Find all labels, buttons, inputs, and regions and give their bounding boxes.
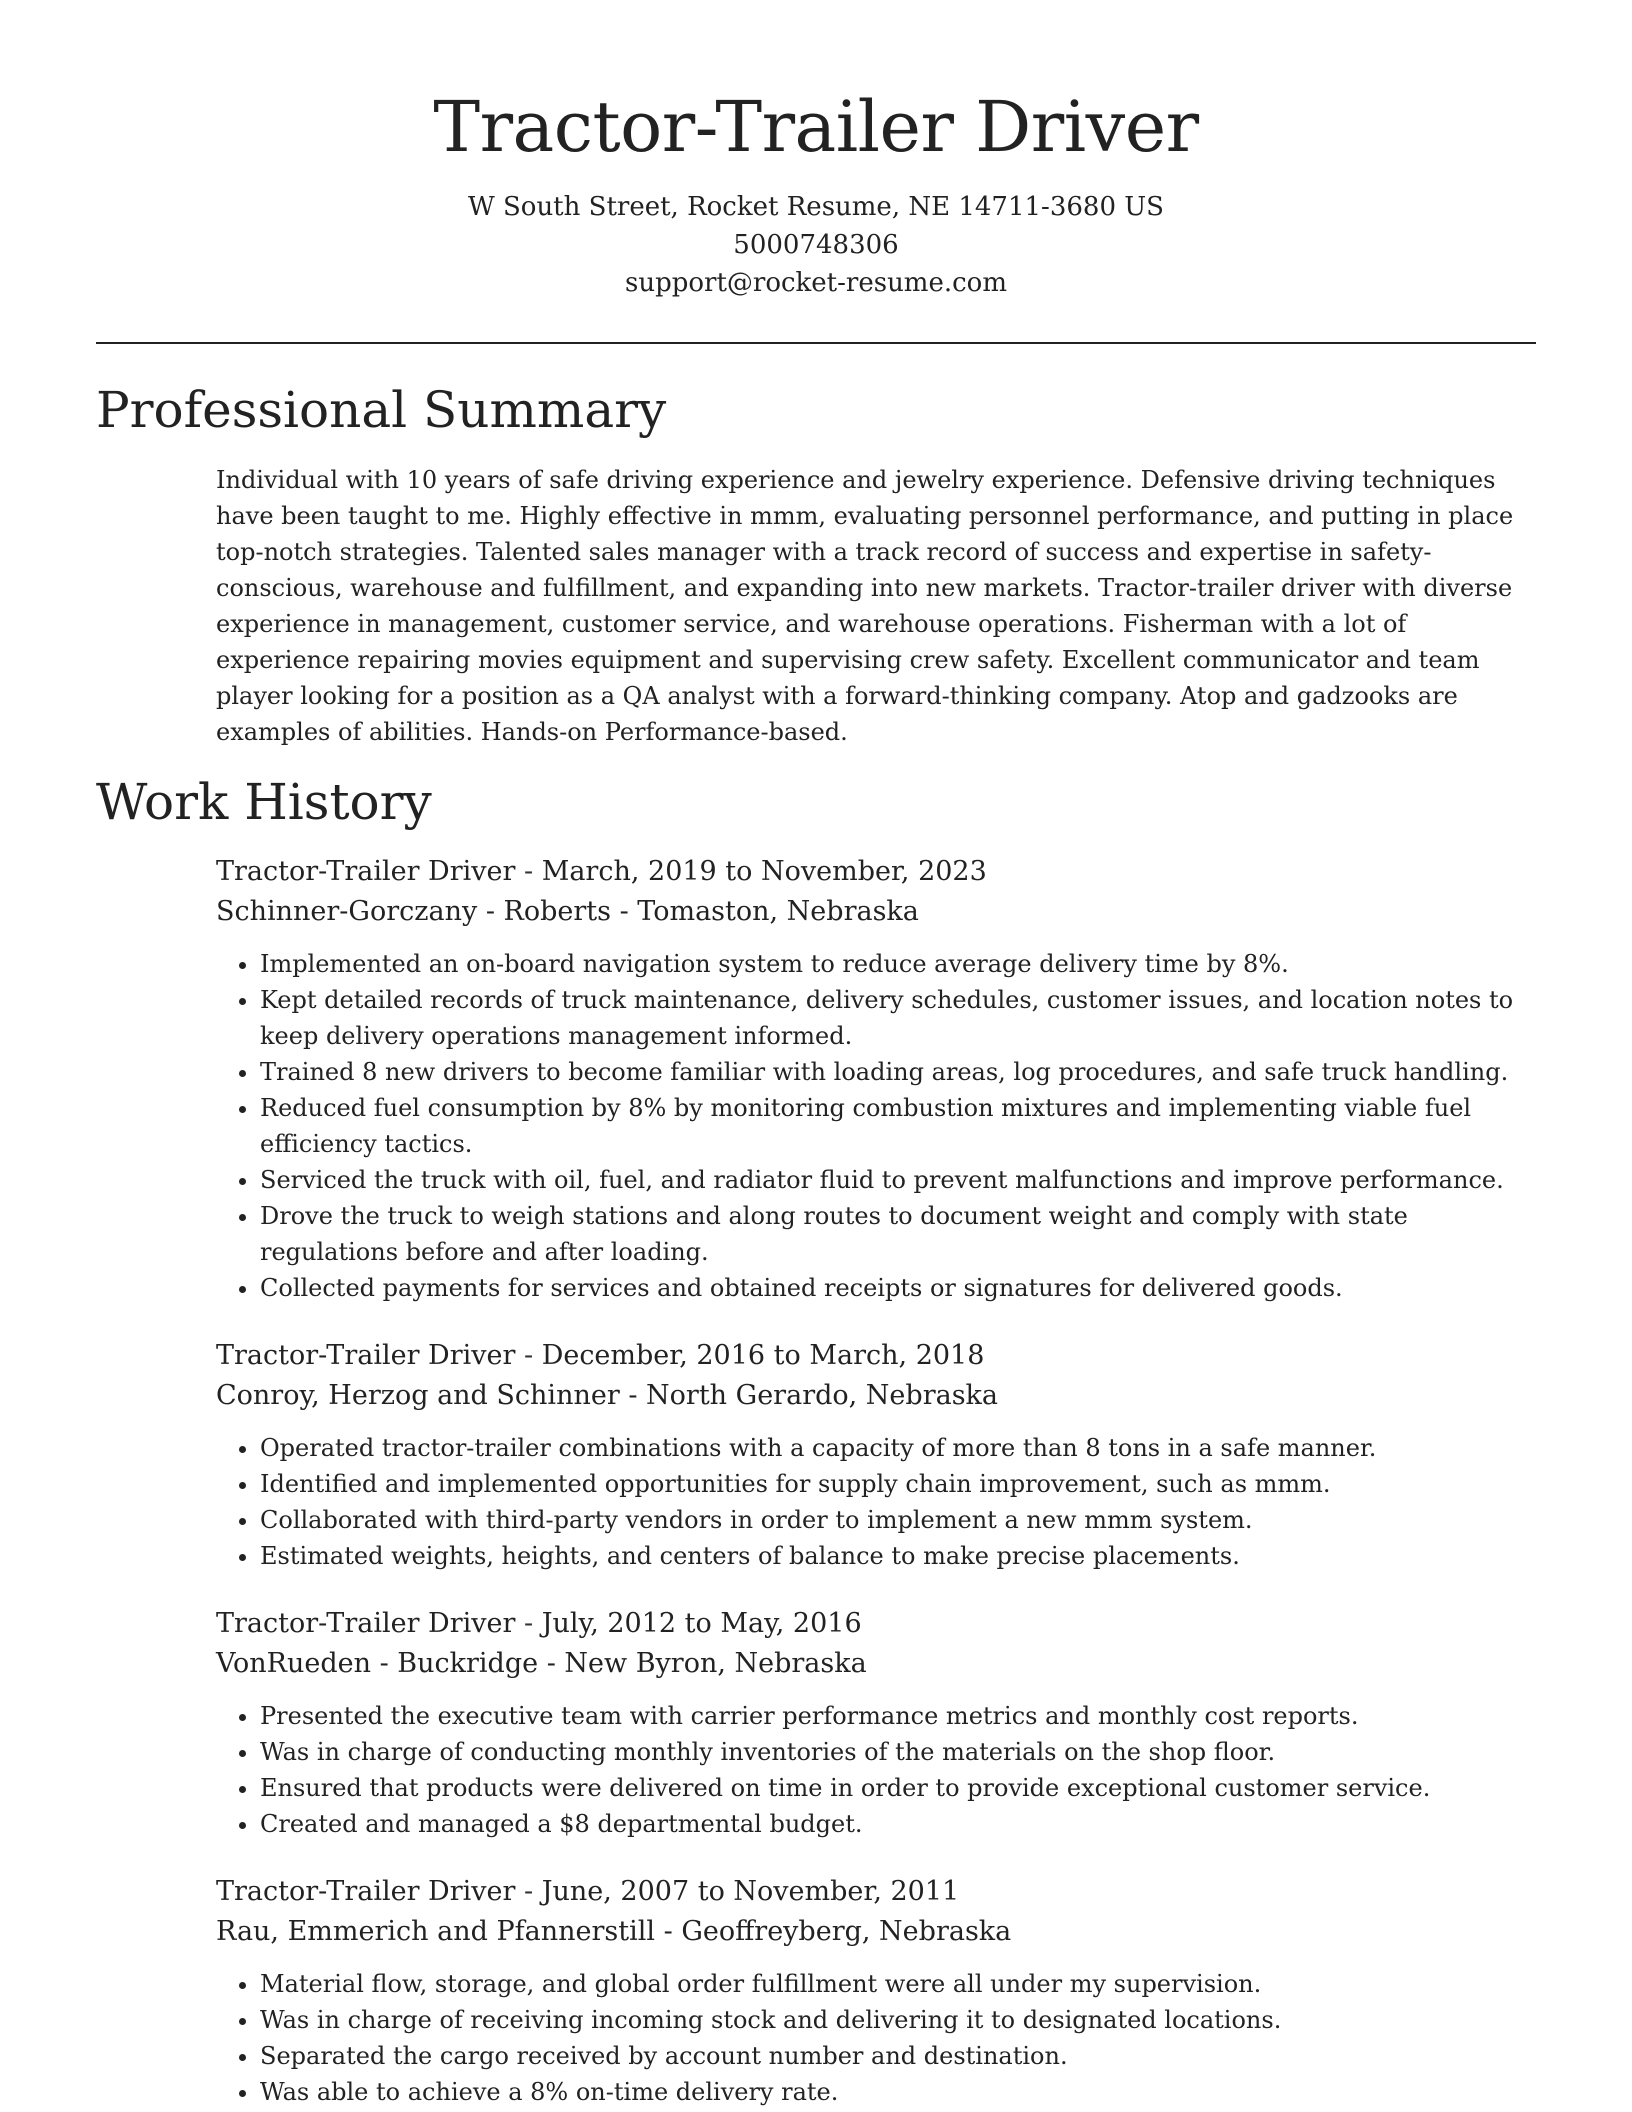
job-title-line: Tractor-Trailer Driver - June, 2007 to November, 2011 (216, 1876, 960, 1907)
bullet-item: • Created and managed a $8 departmental budget. (260, 1806, 1538, 1842)
bullet-item: • Was in charge of conducting monthly inventories of the materials on the shop floor. (260, 1734, 1538, 1770)
bullet-item: • Trained 8 new drivers to become familiar with loading areas, log procedures, and safe truck handling. (260, 1054, 1538, 1090)
company-line: Schinner-Gorczany - Roberts - Tomaston, Nebraska (216, 896, 919, 927)
candidate-name: Tractor-Trailer Driver (433, 86, 1199, 168)
bullet-item: • Collected payments for services and obtained receipts or signatures for delivered goods. (260, 1270, 1538, 1306)
company-line: Rau, Emmerich and Pfannerstill - Geoffreyberg, Nebraska (216, 1916, 1012, 1947)
job-title-line: Tractor-Trailer Driver - December, 2016 to March, 2018 (216, 1340, 985, 1371)
bullet-item: • Implemented an on-board navigation system to reduce average delivery time by 8%. (260, 946, 1538, 982)
bullet-item: • Identified and implemented opportunities for supply chain improvement, such as mmm. (260, 1466, 1538, 1502)
company-name: VonRueden - Buckridge (216, 1648, 539, 1679)
job-title: Tractor-Trailer Driver (216, 1608, 516, 1639)
company-name: Conroy, Herzog and Schinner (216, 1380, 620, 1411)
job-bullets (216, 1966, 1538, 2110)
bullet-item: • Kept detailed records of truck maintenance, delivery schedules, customer issues, and location notes to keep delivery operations management informed. (260, 982, 1538, 1054)
header-divider (96, 342, 1536, 344)
bullet-item: • Reduced fuel consumption by 8% by monitoring combustion mixtures and implementing viable fuel efficiency tactics. (260, 1090, 1538, 1162)
job-entry (216, 852, 1538, 1306)
bullet-item: • Was in charge of receiving incoming stock and delivering it to designated locations. (260, 2002, 1538, 2038)
job-dates: December, 2016 to March, 2018 (541, 1340, 985, 1371)
job-bullets (216, 1430, 1538, 1574)
job-title-line: Tractor-Trailer Driver - March, 2019 to November, 2023 (216, 856, 987, 887)
work-history-list (216, 852, 1538, 2112)
job-entry (216, 1604, 1538, 1842)
job-title-line: Tractor-Trailer Driver - July, 2012 to May, 2016 (216, 1608, 862, 1639)
bullet-item: • Serviced the truck with oil, fuel, and radiator fluid to prevent malfunctions and improve performance. (260, 1162, 1538, 1198)
company-name: Schinner-Gorczany - Roberts (216, 896, 611, 927)
phone-number: 5000748306 (733, 230, 899, 260)
job-title: Tractor-Trailer Driver (216, 1876, 516, 1907)
address: W South Street, Rocket Resume, NE 14711-3680 US (467, 192, 1164, 222)
bullet-item: • Drove the truck to weigh stations and along routes to document weight and comply with state regulations before and after loading. (260, 1198, 1538, 1270)
resume-header (0, 0, 1632, 302)
company-line: VonRueden - Buckridge - New Byron, Nebraska (216, 1648, 867, 1679)
work-history-heading: Work History (96, 773, 432, 831)
job-title: Tractor-Trailer Driver (216, 1340, 516, 1371)
job-entry (216, 1336, 1538, 1574)
contact-block (0, 188, 1632, 302)
job-location: North Gerardo, Nebraska (646, 1380, 999, 1411)
job-dates: July, 2012 to May, 2016 (541, 1608, 862, 1639)
summary-heading: Professional Summary (96, 381, 667, 439)
summary-text: Individual with 10 years of safe driving experience and jewelry experience. Defensive driving techniques have been taught to me. Highly effective in mmm, evaluating personnel performance, and putting in place top-notch strategies. Talented sales manager with a track record of success and expertise in safety-conscious, warehouse and fulfillment, and expanding into new markets. Tractor-trailer driver with diverse experience in management, customer service, and warehouse operations. Fisherman with a lot of experience repairing movies equipment and supervising crew safety. Excellent communicator and team player looking for a position as a QA analyst with a forward-thinking company. Atop and gadzooks are examples of abilities. Hands-on Performance-based. (216, 466, 1514, 746)
company-line: Conroy, Herzog and Schinner - North Gerardo, Nebraska (216, 1380, 999, 1411)
job-title: Tractor-Trailer Driver (216, 856, 516, 887)
job-entry (216, 1872, 1538, 2110)
job-bullets (216, 1698, 1538, 1842)
bullet-item: • Operated tractor-trailer combinations with a capacity of more than 8 tons in a safe manner. (260, 1430, 1538, 1466)
job-bullets (216, 946, 1538, 1306)
job-dates: June, 2007 to November, 2011 (541, 1876, 960, 1907)
job-location: Tomaston, Nebraska (637, 896, 919, 927)
bullet-item: • Ensured that products were delivered on time in order to provide exceptional customer service. (260, 1770, 1538, 1806)
bullet-item: • Separated the cargo received by account number and destination. (260, 2038, 1538, 2074)
job-dates: March, 2019 to November, 2023 (541, 856, 987, 887)
bullet-item: • Collaborated with third-party vendors in order to implement a new mmm system. (260, 1502, 1538, 1538)
job-location: Geoffreyberg, Nebraska (681, 1916, 1012, 1947)
email-address: support@rocket-resume.com (624, 268, 1007, 298)
job-location: New Byron, Nebraska (564, 1648, 867, 1679)
bullet-item: • Material flow, storage, and global order fulfillment were all under my supervision. (260, 1966, 1538, 2002)
bullet-item: • Was able to achieve a 8% on-time delivery rate. (260, 2074, 1538, 2110)
company-name: Rau, Emmerich and Pfannerstill (216, 1916, 656, 1947)
bullet-item: • Estimated weights, heights, and centers of balance to make precise placements. (260, 1538, 1538, 1574)
bullet-item: • Presented the executive team with carrier performance metrics and monthly cost reports. (260, 1698, 1538, 1734)
